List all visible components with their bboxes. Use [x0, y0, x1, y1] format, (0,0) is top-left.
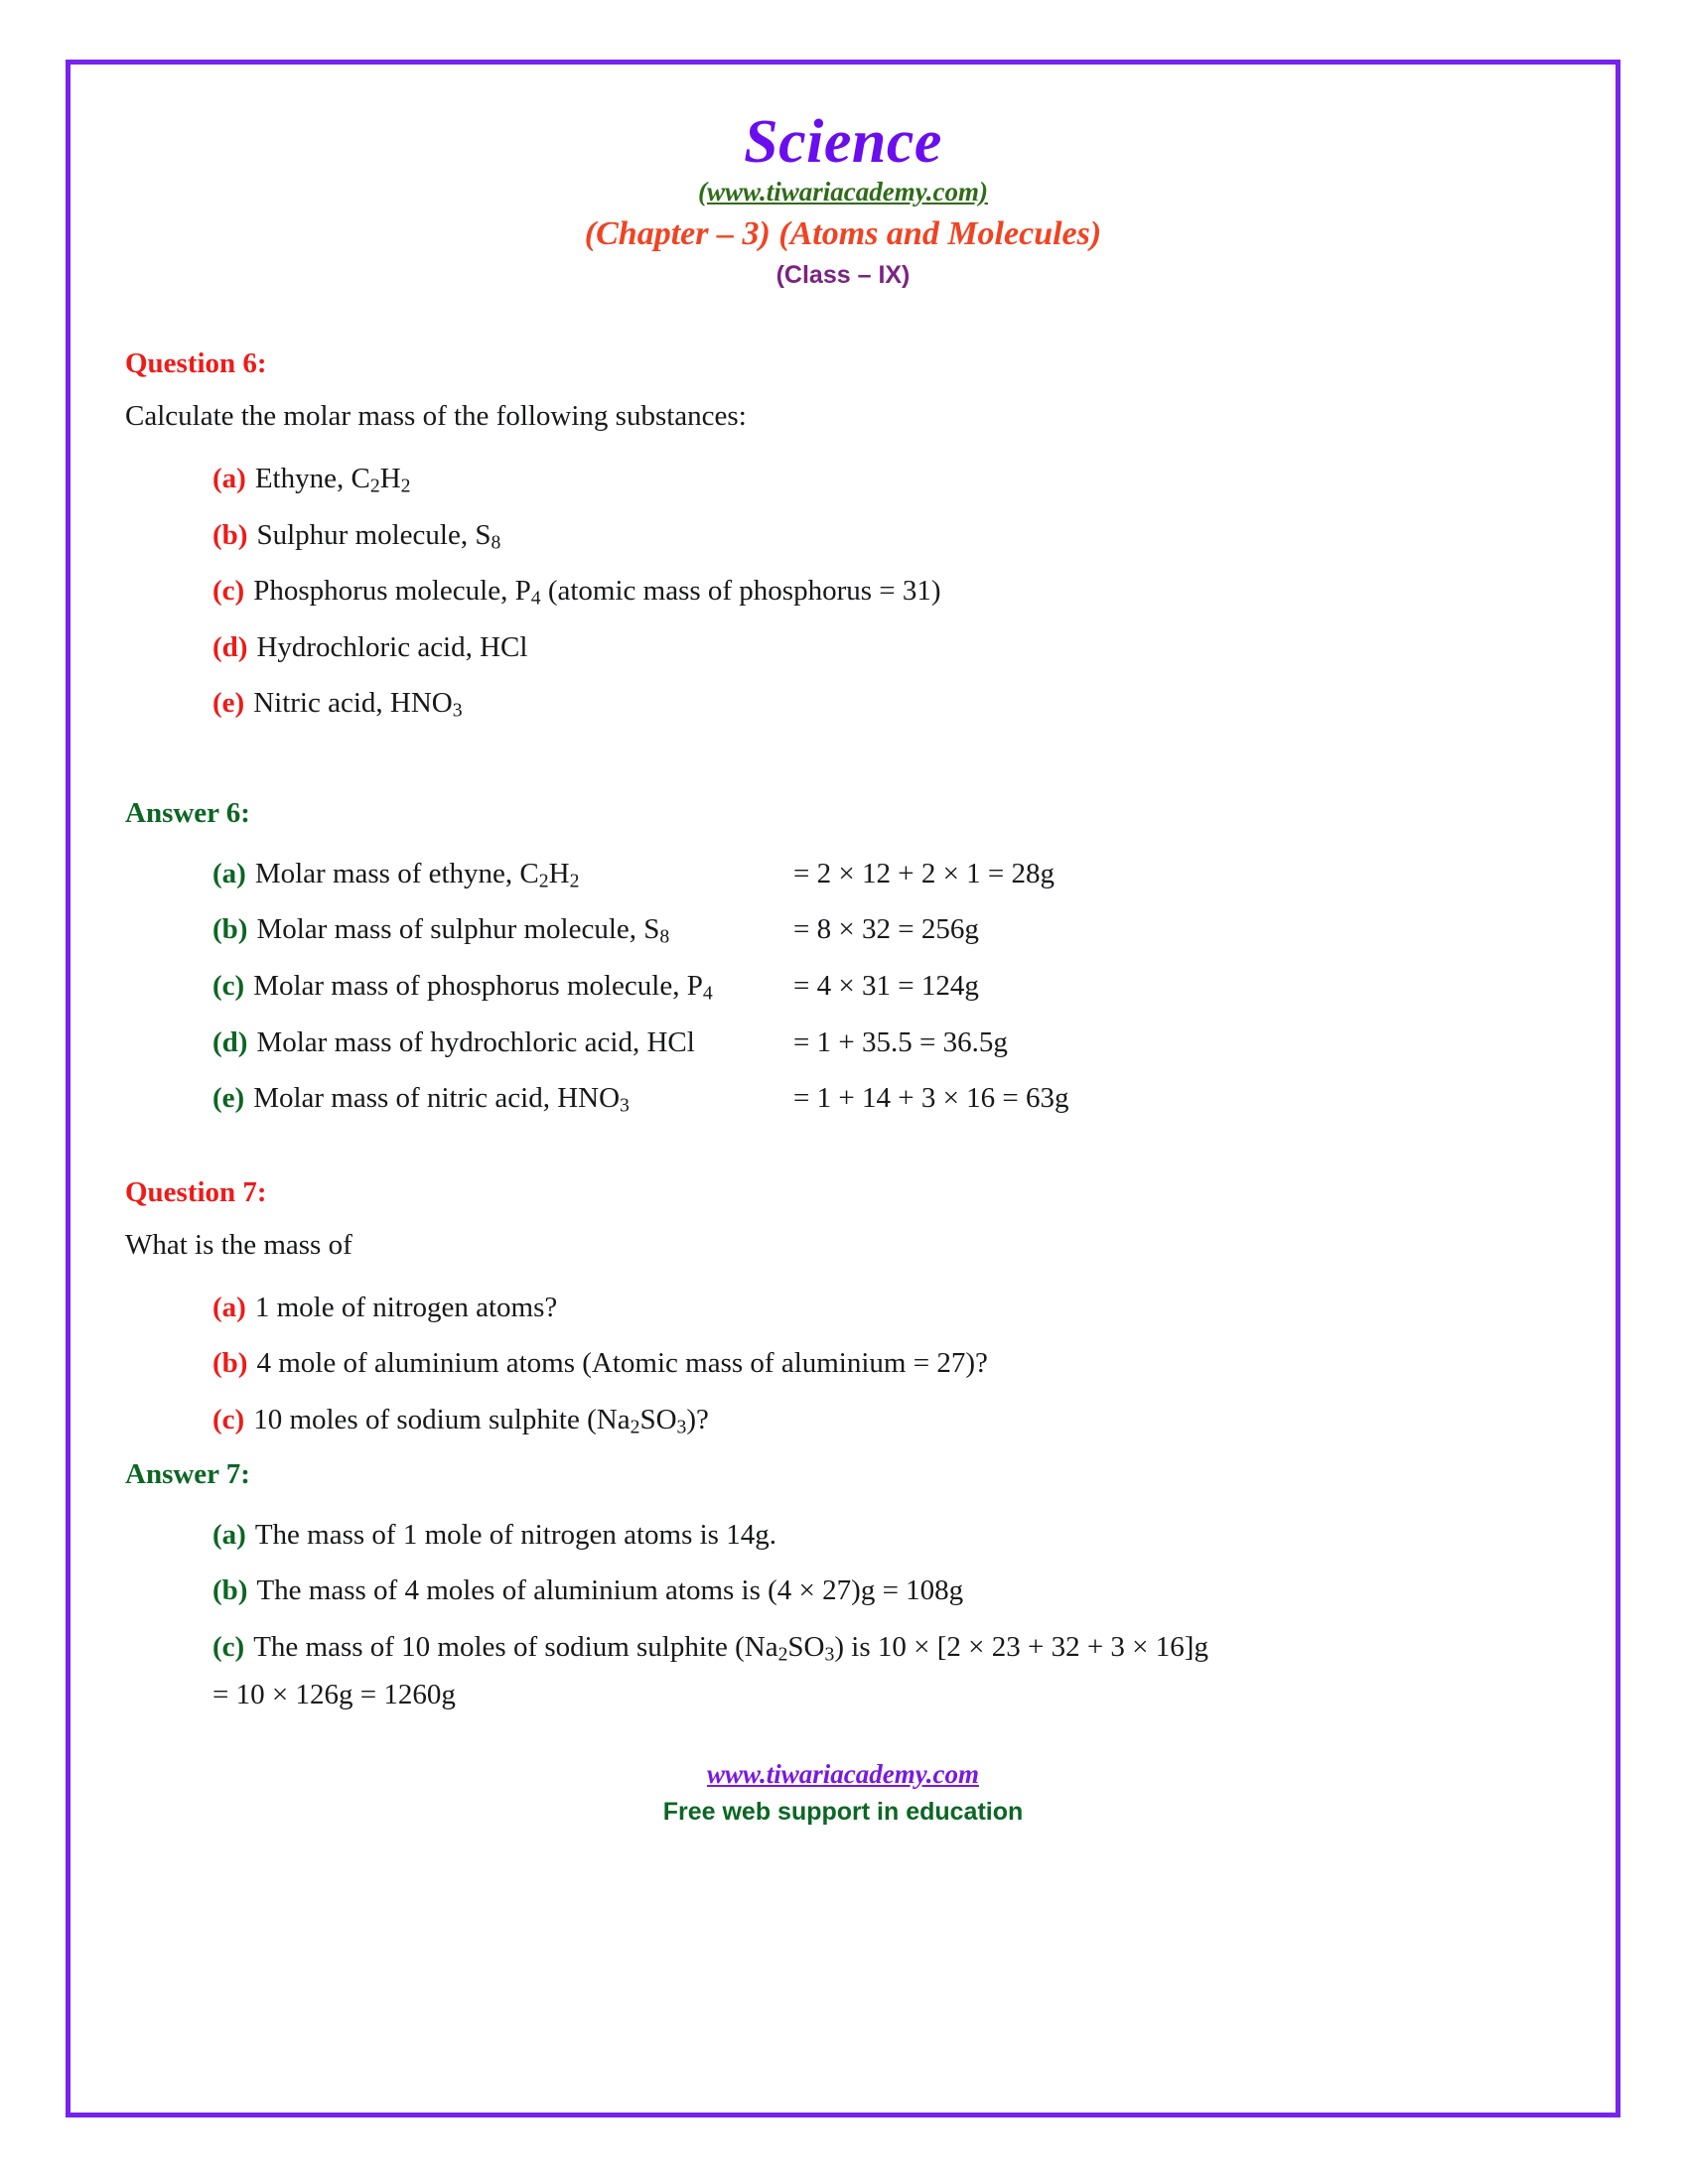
answer-6-heading: Answer 6: [125, 796, 250, 829]
footer-site-link[interactable]: www.tiwariacademy.com [707, 1759, 979, 1790]
item-label: (b) [212, 1347, 248, 1380]
answer-calculation: = 8 × 32 = 256g [793, 913, 979, 946]
item-label: (c) [212, 575, 245, 608]
subscript: 2 [569, 870, 580, 892]
answer-description [212, 856, 793, 894]
list-item [212, 517, 1561, 556]
subscript: 3 [452, 699, 463, 722]
item-label: (e) [212, 687, 245, 720]
item-label: (a) [212, 1518, 246, 1551]
table-row [212, 968, 1561, 1007]
item-label: (e) [212, 1082, 245, 1115]
subscript: 3 [676, 1416, 687, 1438]
item-text: Molar mass of ethyne, $C_2H_2$ [254, 857, 580, 892]
item-text: Molar mass of phosphorus molecule, $P_4$ [253, 970, 713, 1005]
answer-description [212, 911, 793, 950]
question-6-prompt: Calculate the molar mass of the following substances: [125, 400, 747, 432]
list-item [212, 573, 1561, 612]
item-label: (a) [212, 1291, 246, 1323]
item-text: 10 moles of sodium sulphite $(Na_2SO_3)$? [253, 1403, 709, 1438]
page-title: Science [744, 108, 942, 176]
item-label: (b) [212, 913, 248, 946]
item-text: 4 mole of aluminium atoms (Atomic mass of aluminium = 27)? [256, 1347, 988, 1380]
item-text: The mass of 10 moles of sodium sulphite $(Na_2SO_3)$ is 10 × [2 × 23 + 32 + 3 × 16]g [253, 1630, 1208, 1665]
subscript: 8 [491, 531, 501, 553]
item-label: (a) [212, 463, 246, 495]
answer-7-heading: Answer 7: [125, 1457, 250, 1490]
question-6-heading: Question 6: [125, 347, 267, 379]
answer-calculation: = 1 + 14 + 3 × 16 = 63g [793, 1082, 1069, 1115]
table-row [212, 911, 1561, 950]
subscript: 8 [659, 925, 670, 948]
question-7-heading: Question 7: [125, 1175, 267, 1208]
question-7-prompt: What is the mass of [125, 1228, 352, 1261]
answer-7-final-line: = 10 × 126g = 1260g [212, 1679, 456, 1711]
item-text: Molar mass of sulphur molecule, $S_8$ [256, 913, 670, 948]
document-footer [125, 1759, 1561, 1827]
item-text: Hydrochloric acid, HCl [256, 630, 528, 663]
item-text: Sulphur molecule, $S_8$ [256, 518, 501, 553]
item-text: Ethyne, $C_2H_2$ [254, 463, 411, 497]
header-site-link[interactable]: (www.tiwariacademy.com) [698, 177, 988, 206]
item-label: (d) [212, 1025, 248, 1058]
answer-calculation: = 1 + 35.5 = 36.5g [793, 1025, 1008, 1058]
chapter-subtitle: (Chapter – 3) (Atoms and Molecules) [584, 215, 1102, 252]
subscript: 2 [538, 870, 549, 892]
list-item [212, 1629, 1561, 1668]
item-label: (c) [212, 970, 245, 1003]
subscript: 2 [369, 475, 380, 497]
item-text: The mass of 1 mole of nitrogen atoms is 14g. [254, 1518, 776, 1551]
subscript: 4 [702, 982, 713, 1005]
item-label: (a) [212, 857, 246, 889]
list-item [212, 1572, 1561, 1611]
subscript: 3 [620, 1094, 630, 1117]
page-content [66, 60, 1620, 2117]
footer-tagline: Free web support in education [662, 1798, 1024, 1827]
subscript: 2 [400, 475, 411, 497]
item-label: (b) [212, 1574, 248, 1607]
table-row [212, 856, 1561, 894]
item-label: (b) [212, 518, 248, 551]
table-row [212, 1024, 1561, 1063]
answer-description [212, 1024, 793, 1063]
item-text: The mass of 4 moles of aluminium atoms is (4 × 27)g = 108g [256, 1574, 964, 1607]
answer-description [212, 1080, 793, 1119]
item-text: 1 mole of nitrogen atoms? [254, 1291, 558, 1323]
subscript: 4 [530, 587, 541, 610]
item-text: Phosphorus molecule, $P_4$ (atomic mass of phosphorus = 31) [253, 575, 941, 610]
list-item [212, 685, 1561, 724]
item-label: (d) [212, 630, 248, 663]
document-header [125, 108, 1561, 290]
subscript: 2 [777, 1642, 788, 1665]
list-item [212, 1517, 1561, 1556]
list-item [212, 629, 1561, 668]
class-subtitle: (Class – IX) [775, 261, 911, 289]
answer-description [212, 968, 793, 1007]
answer-calculation: = 4 × 31 = 124g [793, 970, 979, 1003]
item-label: (c) [212, 1403, 245, 1435]
item-label: (c) [212, 1630, 245, 1663]
subscript: 2 [630, 1416, 640, 1438]
answer-calculation: = 2 × 12 + 2 × 1 = 28g [793, 857, 1055, 889]
subscript: 3 [824, 1642, 835, 1665]
list-item [212, 461, 1561, 499]
list-item [212, 1345, 1561, 1384]
list-item [212, 1290, 1561, 1328]
table-row [212, 1080, 1561, 1119]
item-text: Molar mass of nitric acid, $HNO_3$ [253, 1082, 630, 1117]
item-text: Molar mass of hydrochloric acid, HCl [256, 1025, 695, 1058]
list-item [212, 1402, 1561, 1440]
item-text: Nitric acid, $HNO_3$ [253, 687, 463, 722]
